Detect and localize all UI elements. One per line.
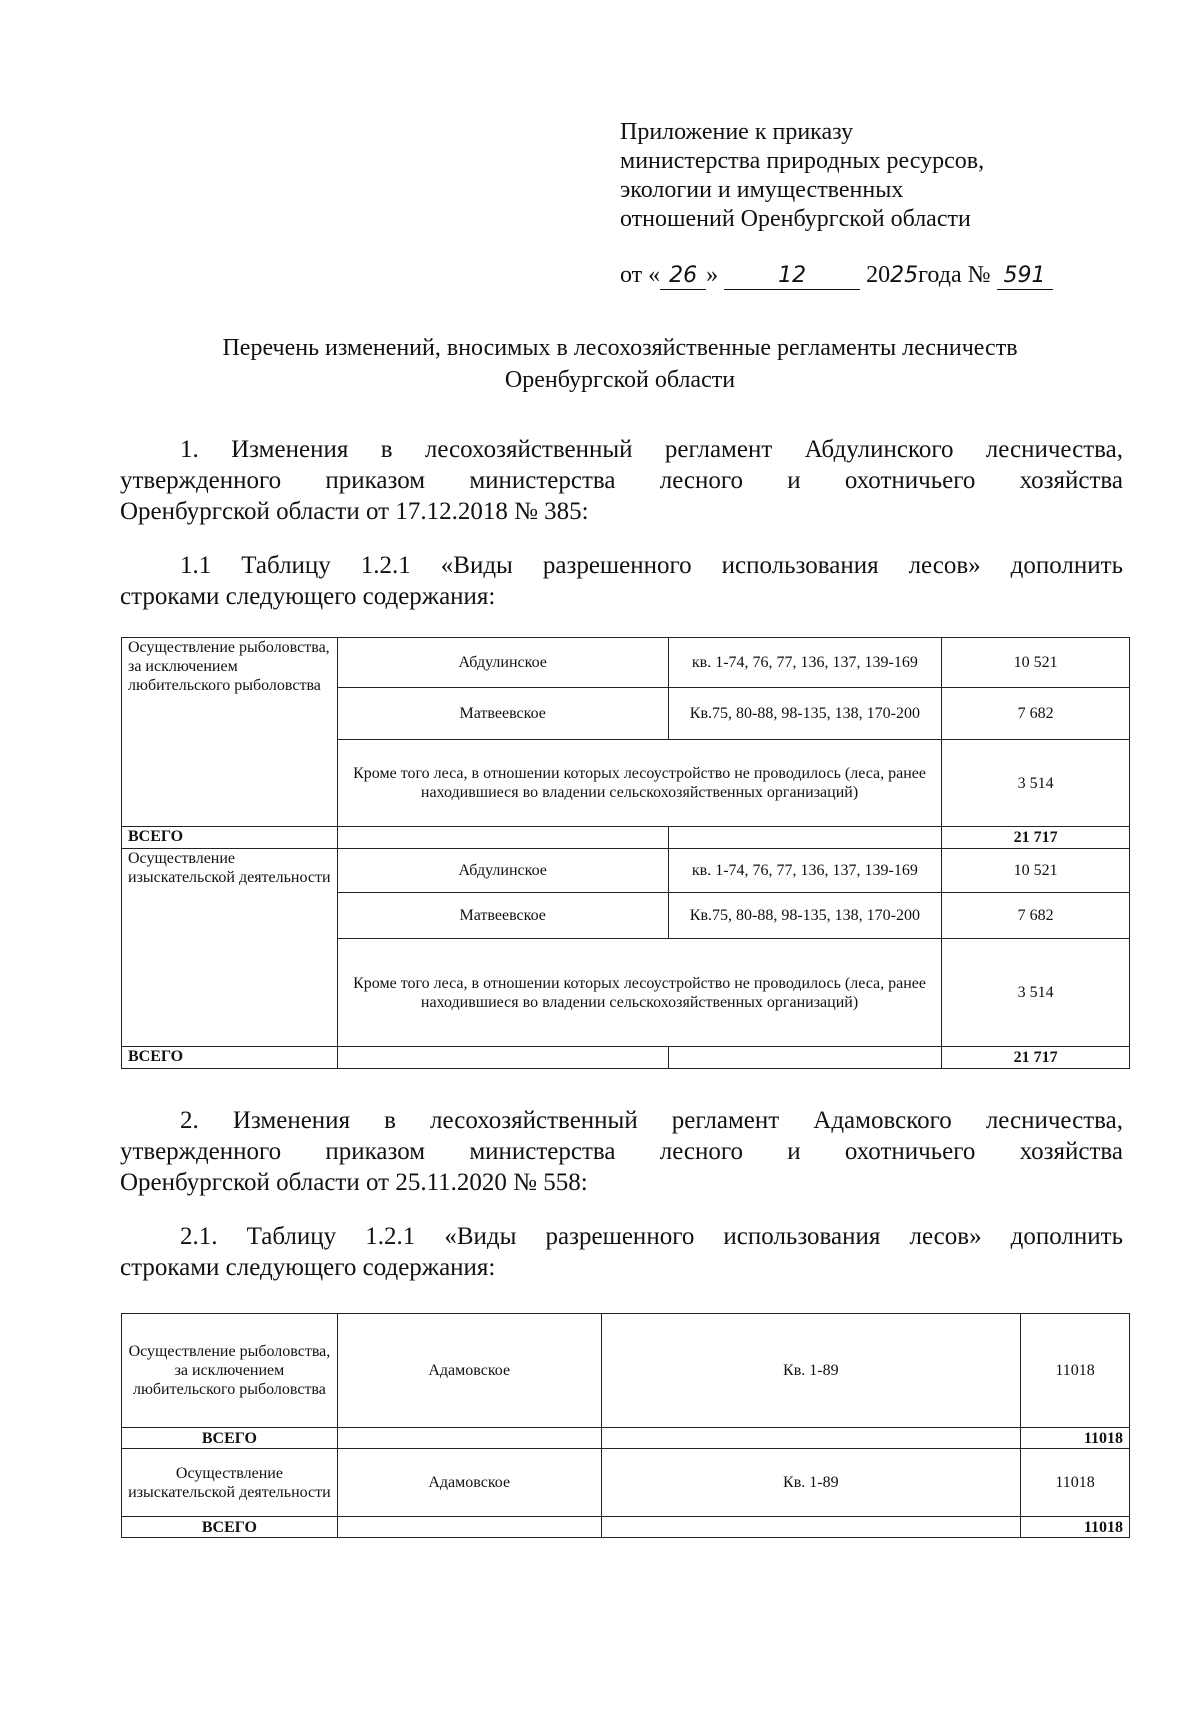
table-row — [122, 849, 1130, 893]
quarters-cell: Кв.75, 80-88, 98-135, 138, 170-200 — [668, 688, 942, 740]
table-total-row — [122, 827, 1130, 849]
order-year-suffix: года № — [918, 262, 991, 288]
total-label-cell: ВСЕГО — [122, 1047, 338, 1069]
order-number: 591 — [997, 263, 1053, 290]
paragraph-line: 2.1. Таблицу 1.2.1 «Виды разрешенного использования лесов» дополнить — [180, 1223, 1123, 1250]
order-day: 26 — [660, 263, 706, 290]
area-cell: 3 514 — [942, 740, 1130, 827]
total-label-cell: ВСЕГО — [122, 1428, 338, 1449]
quarters-cell: Кв. 1-89 — [601, 1314, 1020, 1428]
table-total-row — [122, 1047, 1130, 1069]
area-cell: 7 682 — [942, 688, 1130, 740]
total-area-cell: 11018 — [1021, 1428, 1130, 1449]
paragraph-line: строками следующего содержания: — [120, 583, 496, 610]
empty-cell — [337, 827, 668, 849]
paragraph-line: Оренбургской области от 17.12.2018 № 385: — [120, 498, 589, 525]
total-label-cell: ВСЕГО — [122, 827, 338, 849]
table1 — [121, 637, 1130, 1069]
section1-paragraph — [120, 434, 1123, 527]
table-total-row — [122, 1428, 1130, 1449]
total-area-cell: 11018 — [1021, 1517, 1130, 1538]
empty-cell — [668, 1047, 942, 1069]
empty-cell — [337, 1428, 601, 1449]
paragraph-line: утвержденного приказом министерства лесного и охотничьего хозяйства — [120, 467, 1123, 494]
forestry-cell: Матвеевское — [337, 893, 668, 939]
empty-cell — [601, 1517, 1020, 1538]
forestry-cell: Адамовское — [337, 1314, 601, 1428]
extra-forest-cell: Кроме того леса, в отношении которых лесоустройство не проводилось (леса, ранее находившиеся во владении сельскохозяйственных организаций) — [337, 740, 941, 827]
table-row — [122, 638, 1130, 688]
total-area-cell: 21 717 — [942, 1047, 1130, 1069]
empty-cell — [337, 1047, 668, 1069]
section2-paragraph — [120, 1105, 1123, 1198]
appendix-line: отношений Оренбургской области — [620, 206, 971, 232]
area-cell: 3 514 — [942, 939, 1130, 1047]
appendix-block — [620, 118, 984, 234]
forestry-cell: Абдулинское — [337, 638, 668, 688]
paragraph-line: 1.1 Таблицу 1.2.1 «Виды разрешенного использования лесов» дополнить — [180, 552, 1123, 579]
quarters-cell: Кв. 1-89 — [601, 1449, 1020, 1517]
empty-cell — [668, 827, 942, 849]
appendix-line: экологии и имущественных — [620, 177, 904, 203]
quarters-cell: кв. 1-74, 76, 77, 136, 137, 139-169 — [668, 849, 942, 893]
use-type-cell: Осуществление изыскательской деятельности — [122, 1449, 338, 1517]
empty-cell — [337, 1517, 601, 1538]
use-type-cell: Осуществление изыскательской деятельности — [122, 849, 338, 1047]
total-label-cell: ВСЕГО — [122, 1517, 338, 1538]
table-row — [122, 1449, 1130, 1517]
forestry-cell: Адамовское — [337, 1449, 601, 1517]
appendix-line: министерства природных ресурсов, — [620, 148, 985, 174]
use-type-cell: Осуществление рыболовства, за исключением любительского рыболовства — [122, 1314, 338, 1428]
appendix-line: Приложение к приказу — [620, 119, 854, 145]
order-month: 12 — [724, 263, 860, 290]
forestry-cell: Матвеевское — [337, 688, 668, 740]
quarters-cell: кв. 1-74, 76, 77, 136, 137, 139-169 — [668, 638, 942, 688]
order-year-handwritten: 25 — [890, 263, 919, 288]
table-row — [122, 1314, 1130, 1428]
section2-subparagraph — [120, 1221, 1123, 1283]
order-from-label: от « — [620, 262, 661, 288]
title-line: Оренбургской области — [504, 367, 736, 393]
extra-forest-cell: Кроме того леса, в отношении которых лесоустройство не проводилось (леса, ранее находившиеся во владении сельскохозяйственных организаций) — [337, 939, 941, 1047]
paragraph-line: строками следующего содержания: — [120, 1254, 496, 1281]
paragraph-line: Оренбургской области от 25.11.2020 № 558: — [120, 1169, 588, 1196]
order-date-line — [620, 262, 1053, 290]
paragraph-line: утвержденного приказом министерства лесного и охотничьего хозяйства — [120, 1138, 1123, 1165]
area-cell: 10 521 — [942, 849, 1130, 893]
paragraph-line: 2. Изменения в лесохозяйственный регламент Адамовского лесничества, — [180, 1107, 1123, 1134]
title-line: Перечень изменений, вносимых в лесохозяйственные регламенты лесничеств — [222, 335, 1018, 361]
area-cell: 7 682 — [942, 893, 1130, 939]
quarters-cell: Кв.75, 80-88, 98-135, 138, 170-200 — [668, 893, 942, 939]
section1-subparagraph — [120, 550, 1123, 612]
table2 — [121, 1313, 1130, 1538]
table-total-row — [122, 1517, 1130, 1538]
total-area-cell: 21 717 — [942, 827, 1130, 849]
forestry-cell: Абдулинское — [337, 849, 668, 893]
empty-cell — [601, 1428, 1020, 1449]
area-cell: 10 521 — [942, 638, 1130, 688]
area-cell: 11018 — [1021, 1314, 1130, 1428]
page-title — [120, 332, 1120, 396]
order-quote-close: » — [706, 262, 719, 288]
paragraph-line: 1. Изменения в лесохозяйственный регламент Абдулинского лесничества, — [180, 436, 1123, 463]
order-year-prefix: 20 — [866, 262, 891, 288]
use-type-cell: Осуществление рыболовства, за исключением любительского рыболовства — [122, 638, 338, 827]
area-cell: 11018 — [1021, 1449, 1130, 1517]
